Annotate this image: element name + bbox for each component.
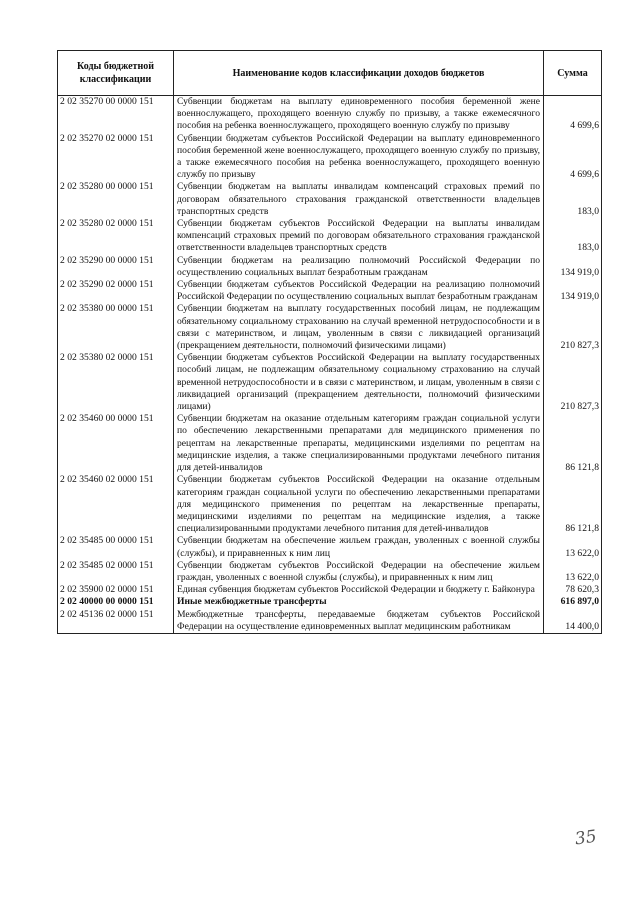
table-row — [58, 96, 602, 133]
table-row — [58, 609, 602, 634]
row-name: Иные межбюджетные трансферты — [174, 596, 544, 608]
budget-classification-document — [57, 50, 601, 634]
row-sum: 4 699,6 — [544, 133, 602, 182]
row-sum: 13 622,0 — [544, 560, 602, 584]
row-code: 2 02 35460 02 0000 151 — [58, 474, 174, 535]
table-row — [58, 133, 602, 182]
row-name: Субвенции бюджетам субъектов Российской Федерации на реализацию полномочий Российской Федерации по осуществлению социальных выплат безработным гражданам — [174, 279, 544, 303]
row-sum: 183,0 — [544, 181, 602, 218]
table-row — [58, 218, 602, 255]
row-name: Субвенции бюджетам на выплаты инвалидам компенсаций страховых премий по договорам обязательного страхования гражданской ответственности владельцев транспортных средств — [174, 181, 544, 218]
row-code: 2 02 35485 02 0000 151 — [58, 560, 174, 584]
row-name: Субвенции бюджетам на выплату единовременного пособия беременной жене военнослужащего, проходящего военную службу по призыву, а также ежемесячного пособия на ребенка военнослужащего, проходящего военную службу по призыву — [174, 96, 544, 133]
row-sum: 86 121,8 — [544, 413, 602, 474]
table-row — [58, 596, 602, 608]
row-sum: 183,0 — [544, 218, 602, 255]
row-code: 2 02 35270 02 0000 151 — [58, 133, 174, 182]
row-sum: 134 919,0 — [544, 255, 602, 279]
row-code: 2 02 35380 00 0000 151 — [58, 303, 174, 352]
row-name: Единая субвенция бюджетам субъектов Российской Федерации и бюджету г. Байконура — [174, 584, 544, 596]
row-code: 2 02 40000 00 0000 151 — [58, 596, 174, 608]
row-name: Межбюджетные трансферты, передаваемые бюджетам субъектов Российской Федерации на осуществление единовременных выплат медицинским работникам — [174, 609, 544, 634]
row-sum: 134 919,0 — [544, 279, 602, 303]
table-row — [58, 584, 602, 596]
row-name: Субвенции бюджетам субъектов Российской Федерации на выплату государственных пособий лицам, не подлежащим обязательному социальному страхованию на случай временной нетрудоспособности и в связи с материнством, и лицам, уволенным в связи с ликвидацией организаций (прекращением деятельности, полномочий физическими лицами) — [174, 352, 544, 413]
row-sum: 86 121,8 — [544, 474, 602, 535]
table-row — [58, 303, 602, 352]
row-name: Субвенции бюджетам субъектов Российской Федерации на оказание отдельным категориям граждан социальной услуги по обеспечению лекарственными препаратами для медицинского применения по рецептам на лекарственные препараты, медицинскими изделиями по рецептам на медицинские изделия, а также специализированными продуктами лечебного питания для детей-инвалидов — [174, 474, 544, 535]
row-name: Субвенции бюджетам субъектов Российской Федерации на обеспечение жильем граждан, уволенных с военной службы (службы), и приравненных к ним лиц — [174, 560, 544, 584]
row-sum: 4 699,6 — [544, 96, 602, 133]
row-name: Субвенции бюджетам на обеспечение жильем граждан, уволенных с военной службы (службы), и приравненных к ним лиц — [174, 535, 544, 559]
row-name: Субвенции бюджетам субъектов Российской Федерации на выплаты инвалидам компенсаций страховых премий по договорам обязательного страхования гражданской ответственности владельцев транспортных средств — [174, 218, 544, 255]
row-code: 2 02 35380 02 0000 151 — [58, 352, 174, 413]
row-sum: 13 622,0 — [544, 535, 602, 559]
table-row — [58, 413, 602, 474]
row-name: Субвенции бюджетам на выплату государственных пособий лицам, не подлежащим обязательному социальному страхованию на случай временной нетрудоспособности и в связи с материнством, и лицам, уволенным в связи с ликвидацией организаций (прекращением деятельности, полномочий физическими лицами) — [174, 303, 544, 352]
row-code: 2 02 35280 02 0000 151 — [58, 218, 174, 255]
header-code: Коды бюджетной классификации — [58, 51, 174, 96]
table-row — [58, 535, 602, 559]
row-code: 2 02 35485 00 0000 151 — [58, 535, 174, 559]
table-row — [58, 279, 602, 303]
row-code: 2 02 35900 02 0000 151 — [58, 584, 174, 596]
page-number: 35 — [573, 826, 598, 850]
row-sum: 14 400,0 — [544, 609, 602, 634]
header-name: Наименование кодов классификации доходов бюджетов — [174, 51, 544, 96]
table-row — [58, 352, 602, 413]
row-name: Субвенции бюджетам субъектов Российской Федерации на выплату единовременного пособия беременной жене военнослужащего, проходящего военную службу по призыву, а также ежемесячного пособия на ребенка военнослужащего, проходящего военную службу по призыву — [174, 133, 544, 182]
row-code: 2 02 35460 00 0000 151 — [58, 413, 174, 474]
table-header-row — [58, 51, 602, 96]
budget-revenue-table — [57, 50, 602, 634]
row-sum: 210 827,3 — [544, 352, 602, 413]
table-row — [58, 560, 602, 584]
row-sum: 616 897,0 — [544, 596, 602, 608]
header-sum: Сумма — [544, 51, 602, 96]
row-name: Субвенции бюджетам на реализацию полномочий Российской Федерации по осуществлению социальных выплат безработным гражданам — [174, 255, 544, 279]
row-code: 2 02 45136 02 0000 151 — [58, 609, 174, 634]
row-code: 2 02 35290 00 0000 151 — [58, 255, 174, 279]
row-sum: 78 620,3 — [544, 584, 602, 596]
row-code: 2 02 35280 00 0000 151 — [58, 181, 174, 218]
table-row — [58, 181, 602, 218]
row-sum: 210 827,3 — [544, 303, 602, 352]
row-code: 2 02 35290 02 0000 151 — [58, 279, 174, 303]
row-code: 2 02 35270 00 0000 151 — [58, 96, 174, 133]
table-row — [58, 474, 602, 535]
row-name: Субвенции бюджетам на оказание отдельным категориям граждан социальной услуги по обеспечению лекарственными препаратами для медицинского применения по рецептам на лекарственные препараты, медицинскими изделиями по рецептам на медицинские изделия, а также специализированными продуктами лечебного питания для детей-инвалидов — [174, 413, 544, 474]
table-row — [58, 255, 602, 279]
